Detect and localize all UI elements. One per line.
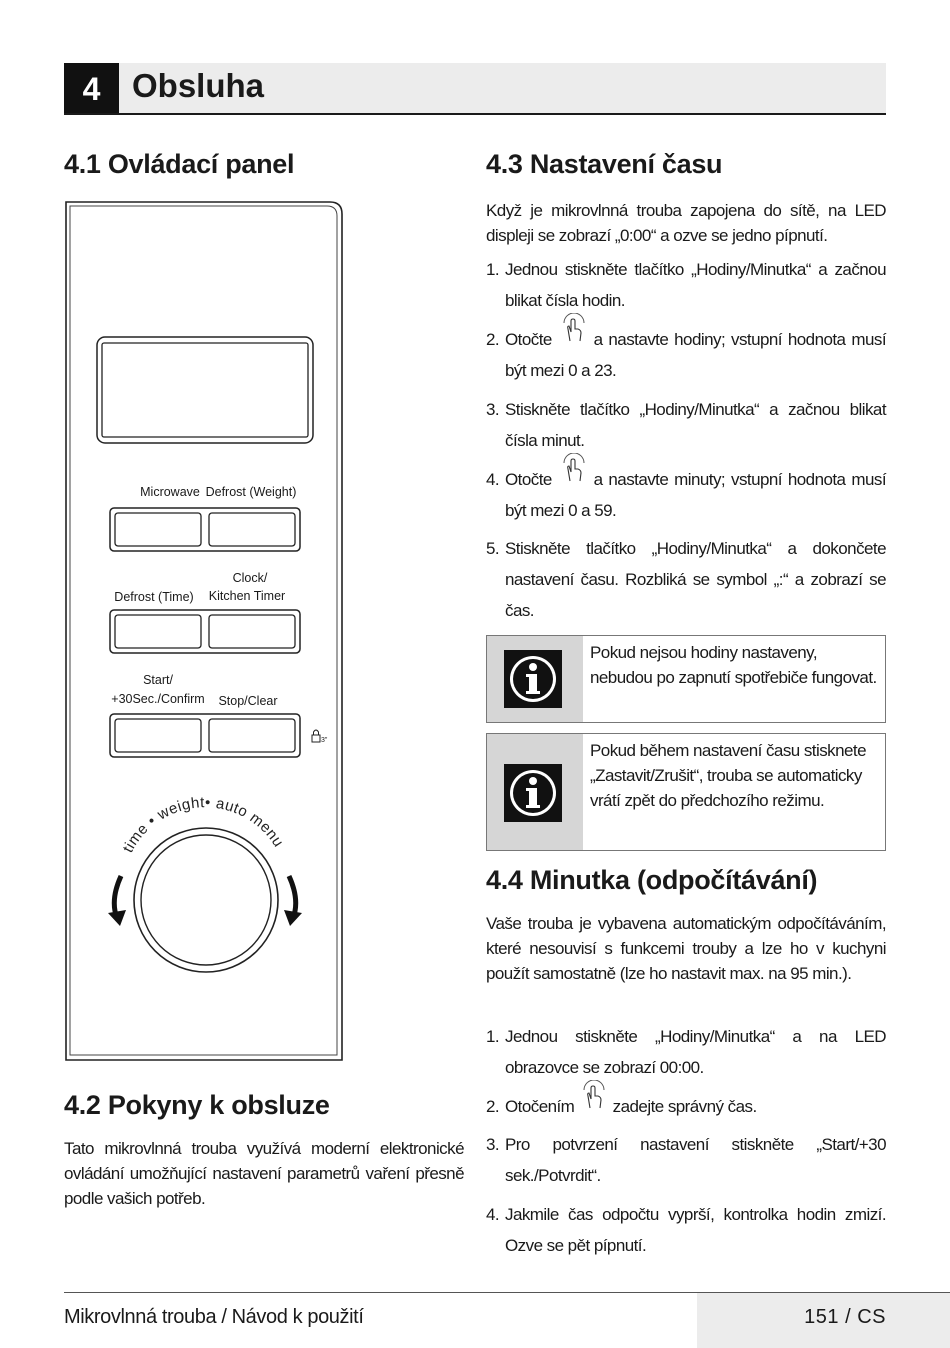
footer-page-number: 151 / CS bbox=[804, 1306, 886, 1328]
list-item: 1. Jednou stiskněte „Hodiny/Minutka“ a na LED obrazovce se zobrazí 00:00. bbox=[486, 1027, 886, 1077]
info-icon bbox=[504, 650, 562, 708]
button-label-clock-2: Kitchen Timer bbox=[208, 589, 286, 603]
section-title-4-4: 4.4 Minutka (odpočítávání) bbox=[486, 865, 818, 895]
section-title-4-2: 4.2 Pokyny k obsluze bbox=[64, 1090, 330, 1120]
note-text: Pokud během nastavení času stisknete „Zastavit/Zrušit“, trouba se automaticky vrátí zpět do předchozího režimu. bbox=[590, 741, 866, 810]
hand-knob-icon bbox=[558, 467, 588, 487]
microwave-button[interactable] bbox=[115, 513, 201, 546]
list-item: 4. Otočte a nastavte minuty; vstupní hodnota musí být mezi 0 a 59. bbox=[486, 464, 886, 526]
section-title-4-1: 4.1 Ovládací panel bbox=[64, 149, 295, 179]
stop-clear-button[interactable] bbox=[209, 719, 295, 752]
list-item: 1. Jednou stiskněte tlačítko „Hodiny/Minutka“ a začnou blikat čísla hodin. bbox=[486, 260, 886, 310]
section-4-3-intro: Když je mikrovlnná trouba zapojena do sítě, na LED displeji se zobrazí „0:00“ a ozve se jedno pípnutí. bbox=[486, 201, 886, 245]
info-icon bbox=[504, 764, 562, 822]
button-label-defrost-time: Defrost (Time) bbox=[114, 590, 194, 604]
button-label-stop-clear: Stop/Clear bbox=[218, 694, 278, 708]
note-box bbox=[486, 733, 886, 851]
button-label-microwave: Microwave bbox=[140, 485, 200, 499]
led-display bbox=[97, 337, 313, 443]
list-item: 5. Stiskněte tlačítko „Hodiny/Minutka“ a dokončete nastavení času. Rozbliká se symbol „:“ a zobrazí se čas. bbox=[486, 539, 886, 620]
list-item: 3. Pro potvrzení nastavení stiskněte „Start/+30 sek./Potvrdit“. bbox=[486, 1135, 886, 1185]
section-4-2-text: Tato mikrovlnná trouba využívá moderní elektronické ovládání umožňující nastavení parametrů vaření přesně podle vašich potřeb. bbox=[64, 1139, 464, 1208]
lock-icon bbox=[312, 730, 320, 742]
list-item: 2. Otočte a nastavte hodiny; vstupní hodnota musí být mezi 0 a 23. bbox=[486, 324, 886, 386]
list-item: 4. Jakmile čas odpočtu vyprší, kontrolka hodin zmizí. Ozve se pět pípnutí. bbox=[486, 1205, 886, 1255]
button-label-start-1: Start/ bbox=[143, 673, 173, 687]
footer-document-title: Mikrovlnná trouba / Návod k použití bbox=[64, 1306, 364, 1328]
list-item: 3. Stiskněte tlačítko „Hodiny/Minutka“ a začnou blikat čísla minut. bbox=[486, 400, 886, 450]
button-label-defrost-weight: Defrost (Weight) bbox=[205, 485, 297, 499]
section-4-4-intro: Vaše trouba je vybavena automatickým odpočítáváním, které nesouvisí s funkcemi trouby a lze ho v kuchyni použít samostatně (lze ho nastavit max. na 95 min.). bbox=[486, 914, 886, 983]
note-box bbox=[486, 635, 886, 723]
rotate-left-arrow-icon bbox=[108, 876, 126, 926]
chapter-header bbox=[64, 63, 886, 115]
button-label-start-2: +30Sec./Confirm bbox=[111, 692, 205, 706]
clock-kitchen-timer-button[interactable] bbox=[209, 615, 295, 648]
section-title-4-3: 4.3 Nastavení času bbox=[486, 149, 723, 179]
lock-hint: 3" bbox=[321, 737, 328, 744]
hand-knob-icon bbox=[578, 1094, 608, 1114]
dial-mode-label: time • weight• auto menu bbox=[119, 794, 288, 856]
chapter-title: Obsluha bbox=[132, 67, 265, 104]
defrost-weight-button[interactable] bbox=[209, 513, 295, 546]
rotate-right-arrow-icon bbox=[284, 876, 302, 926]
button-label-clock-1: Clock/ bbox=[232, 571, 268, 585]
start-confirm-button[interactable] bbox=[115, 719, 201, 752]
note-text: Pokud nejsou hodiny nastaveny, nebudou po zapnutí spotřebiče fungovat. bbox=[590, 643, 877, 687]
hand-knob-icon bbox=[558, 327, 588, 347]
chapter-number: 4 bbox=[64, 63, 119, 113]
list-item: 2. Otočením zadejte správný čas. bbox=[486, 1091, 886, 1122]
defrost-time-button[interactable] bbox=[115, 615, 201, 648]
control-panel-diagram bbox=[64, 200, 346, 1065]
control-dial[interactable] bbox=[134, 828, 278, 972]
